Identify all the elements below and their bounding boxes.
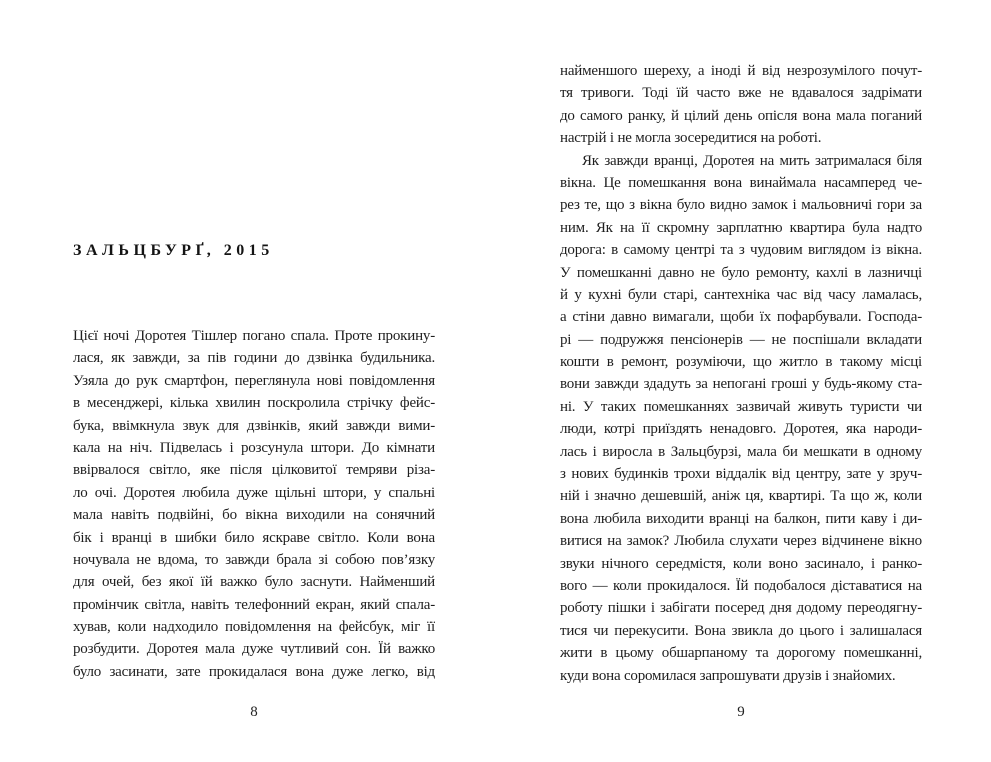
text-line: витися на замок? Любила слухати через відчинене вікно bbox=[560, 533, 922, 550]
text-line: хував, коли надходило повідомлення на фейсбук, міг її bbox=[73, 619, 435, 636]
text-line: лась і виросла в Зальцбурзі, мала би мешкати в одному bbox=[560, 443, 922, 460]
text-line: вікна. Це помешкання вона винаймала насамперед че- bbox=[560, 174, 922, 191]
right-page-text bbox=[560, 60, 922, 687]
text-line: вони завжди здадуть за непогані гроші у будь-якому ста- bbox=[560, 376, 922, 393]
text-line: для очей, без якої їй важко було заснути. Найменший bbox=[73, 574, 435, 591]
text-line: а стіни давно вимагали, щоби їх пофарбували. Господа- bbox=[560, 309, 922, 326]
text-line: дорога: в самому центрі та з чудовим виглядом із вікна. bbox=[560, 242, 922, 259]
left-page-text bbox=[73, 325, 435, 683]
text-line: рез те, що з вікна було видно замок і мальовничі гори за bbox=[560, 197, 922, 214]
text-line: ло очі. Доротея любила дуже щільні штори, у спальні bbox=[73, 484, 435, 501]
text-line: вона любила виходити вранці на балкон, пити каву і ди- bbox=[560, 510, 922, 527]
text-line: тися чи перекусити. Вона звикла до цього і залишалася bbox=[560, 622, 922, 639]
text-line: в месенджері, кілька хвилин поскролила стрічку фейс- bbox=[73, 395, 435, 412]
text-line: кошти в ремонт, розуміючи, що житло в такому місці bbox=[560, 354, 922, 371]
text-line: Як завжди вранці, Доротея на мить затрималася біля bbox=[582, 152, 922, 169]
text-line: жити в цьому обшарпаному та дорогому помешканні, bbox=[560, 645, 922, 662]
text-line: промінчик світла, навіть телефонний екран, який спала- bbox=[73, 596, 435, 613]
text-line: бік і вранці в шибки било яскраве світло. Коли вона bbox=[73, 529, 435, 546]
text-line: ній і значно дешевшій, аніж ця, квартирі. Та що ж, коли bbox=[560, 488, 922, 505]
text-line: було засинати, зате прокидалася вона дуже легко, від bbox=[73, 663, 435, 680]
text-line: ні. У таких помешканнях зазвичай живуть туристи чи bbox=[560, 398, 922, 415]
text-line: бука, ввімкнула звук для дзвінків, який завжди вими- bbox=[73, 417, 435, 434]
left-page bbox=[0, 0, 495, 762]
page-number-left: 8 bbox=[250, 704, 258, 720]
text-line: звуки нічного середмістя, коли воно засинало, і ранко- bbox=[560, 555, 922, 572]
text-line: лася, як завжди, за пів години до дзвінка будильника. bbox=[73, 350, 435, 367]
text-line: настрій і не могла зосередитися на роботі. bbox=[560, 130, 822, 147]
text-line: найменшого шереху, а іноді й від незрозумілого почут- bbox=[560, 63, 922, 79]
text-line: Узяла до рук смартфон, переглянула нові повідомлення bbox=[73, 372, 435, 389]
text-line: куди вона соромилася запрошувати друзів і знайомих. bbox=[560, 667, 896, 684]
text-line: У помешканні давно не було ремонту, кахлі в лазничці bbox=[560, 264, 922, 281]
text-line: мала навіть подвійні, бо вікна виходили на сонячний bbox=[73, 507, 435, 524]
text-line: люди, котрі приїздять ненадовго. Доротея, яка народи- bbox=[560, 421, 922, 438]
text-line: рі — подружжя пенсіонерів — не поспішали вкладати bbox=[560, 331, 922, 348]
text-line: ночувала не вдома, то завжди брала зі собою пов’язку bbox=[73, 551, 435, 568]
text-line: й у кухні були старі, сантехніка час від часу ламалась, bbox=[560, 286, 922, 303]
text-line: Цієї ночі Доротея Тішлер погано спала. Проте прокину- bbox=[73, 328, 435, 344]
text-line: вого — коли прокидалося. Їй подобалося діставатися на bbox=[560, 577, 922, 594]
text-line: розбудити. Доротея мала дуже чутливий сон. Їй важко bbox=[73, 641, 435, 658]
page-number-right: 9 bbox=[737, 704, 745, 720]
right-page bbox=[496, 0, 991, 762]
text-line: роботу пішки і забігати посеред дня додому переодягну- bbox=[560, 600, 922, 617]
text-line: кала на ніч. Підвелась і розсунула штори. До кімнати bbox=[73, 439, 435, 456]
chapter-heading: ЗАЛЬЦБУРҐ, 2015 bbox=[73, 242, 274, 259]
text-line: ввірвалося світло, яке після цілковитої темряви різа- bbox=[73, 462, 435, 479]
text-line: тя тривоги. Тоді їй часто вже не вдавалося задрімати bbox=[560, 85, 922, 102]
text-line: ним. Як на її скромну зарплатню квартира була надто bbox=[560, 219, 922, 236]
text-line: до самого ранку, й цілий день опісля вона мала поганий bbox=[560, 107, 922, 124]
text-line: з нових будинків трохи віддалік від центру, зате у зруч- bbox=[560, 466, 922, 483]
